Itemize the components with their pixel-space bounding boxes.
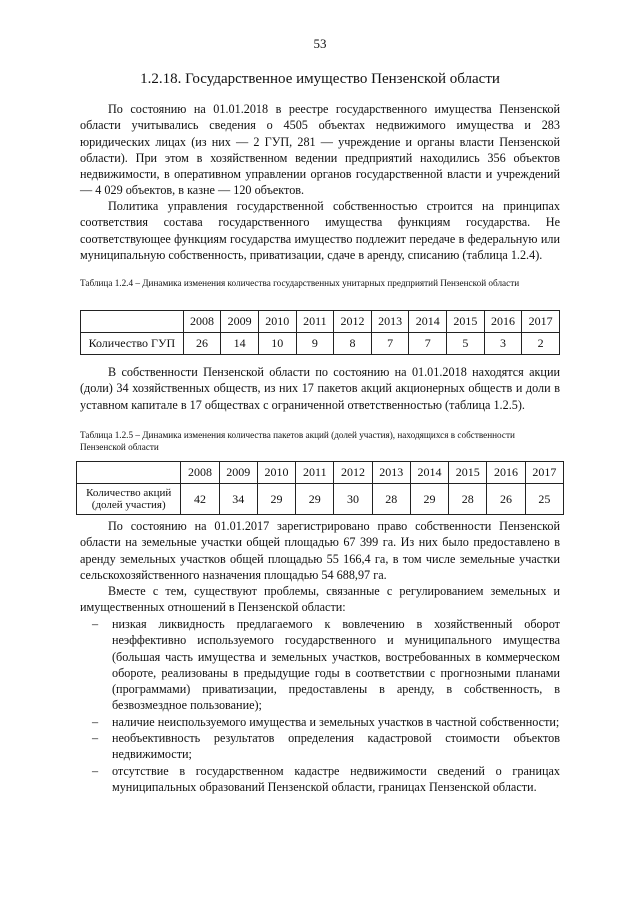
value-cell: 5 <box>447 333 485 355</box>
year-header-cell: 2017 <box>522 311 560 333</box>
table-1-caption: Таблица 1.2.4 – Динамика изменения количества государственных унитарных предприятий Пензенской области <box>80 278 520 288</box>
paragraph-policy: Политика управления государственной собственностью строится на принципах соответствия состава государственного имущества функциям государства. Не соответствующее функциям государства имущество подлежит передаче в федеральную или муниципальную собственность, приватизации, сдаче в аренду, списанию (таблица 1.2.4). <box>80 199 560 262</box>
year-header-cell: 2017 <box>525 462 563 484</box>
year-header-cell: 2016 <box>484 311 522 333</box>
section-heading: 1.2.18. Государственное имущество Пензенской области <box>140 71 500 87</box>
value-cell: 9 <box>296 333 334 355</box>
list-item <box>80 616 560 714</box>
year-header-cell: 2009 <box>221 311 259 333</box>
value-cell: 29 <box>410 484 448 515</box>
year-header-cell: 2012 <box>334 311 372 333</box>
value-cell: 29 <box>257 484 295 515</box>
bullet-dash: – <box>92 763 99 778</box>
value-cell: 10 <box>258 333 296 355</box>
list-item-text: необъективность результатов определения кадастровой стоимости объектов недвижимости; <box>112 731 560 762</box>
paragraph-shares: В собственности Пензенской области по состоянию на 01.01.2018 находятся акции (доли) 34 хозяйственных обществ, из них 17 пакетов акций акционерных обществ и доли в уставном капитале в 17 обществах с ограниченной ответственностью (таблица 1.2.5). <box>80 365 560 412</box>
gup-table <box>80 310 560 355</box>
year-header-cell: 2008 <box>183 311 221 333</box>
value-cell: 42 <box>181 484 219 515</box>
table-corner-cell <box>77 462 181 484</box>
year-header-cell: 2016 <box>487 462 525 484</box>
problems-list <box>80 616 560 795</box>
row-label <box>77 484 181 515</box>
list-item <box>80 763 560 796</box>
year-header-cell: 2011 <box>296 462 334 484</box>
list-item <box>80 730 560 763</box>
value-cell: 7 <box>371 333 409 355</box>
value-cell: 28 <box>372 484 410 515</box>
year-header-cell: 2013 <box>371 311 409 333</box>
value-cell: 29 <box>296 484 334 515</box>
value-cell: 26 <box>183 333 221 355</box>
paragraph-registry: По состоянию на 01.01.2018 в реестре государственного имущества Пензенской области учитывались сведения о 4505 объектах недвижимого имущества и 283 юридических лицах (из них — 2 ГУП, 281 — учреждение и органы власти Пензенской области). При этом в хозяйственном ведении предприятий находились 356 объектов недвижимости, в оперативном управлении органов государственной власти и учреждений — 4 029 объектов, в казне — 120 объектов. <box>80 102 560 198</box>
value-cell: 28 <box>449 484 487 515</box>
table-corner-cell <box>81 311 184 333</box>
value-cell: 3 <box>484 333 522 355</box>
year-header-cell: 2015 <box>449 462 487 484</box>
paragraph-land: По состоянию на 01.01.2017 зарегистрировано право собственности Пензенской области на земельные участки общей площадью 67 399 га. Из них было предоставлено в аренду земельных участков общей площадью 55 166,4 га, в том числе земельные участки сельскохозяйственного назначения площадью 54 688,97 га. <box>80 519 560 582</box>
value-cell: 7 <box>409 333 447 355</box>
table-2-caption: Таблица 1.2.5 – Динамика изменения количества пакетов акций (долей участия), находящихся в собственности Пензенской области <box>80 430 515 452</box>
list-item-text: отсутствие в государственном кадастре недвижимости сведений о границах муниципальных образований Пензенской области, границах Пензенской области. <box>112 763 560 794</box>
year-header-cell: 2014 <box>409 311 447 333</box>
value-cell: 2 <box>522 333 560 355</box>
bullet-dash: – <box>92 731 99 746</box>
page-number: 53 <box>313 36 327 51</box>
row-label: Количество ГУП <box>81 333 184 355</box>
list-item-text: низкая ликвидность предлагаемого к вовлечению в хозяйственный оборот неэффективно используемого государственного и муниципального имущества (большая часть имущества и земельных участков, востребованных в коммерческом обороте, реализованы в предыдущие годы в соответствии с прогнозными планами (программами) приватизации, предоставлены в аренду, в собственность, в безвозмездное пользование); <box>112 617 560 713</box>
value-cell: 26 <box>487 484 525 515</box>
table-header-row <box>81 311 560 333</box>
year-header-cell: 2015 <box>447 311 485 333</box>
year-header-cell: 2011 <box>296 311 334 333</box>
value-cell: 8 <box>334 333 372 355</box>
list-item <box>80 714 560 730</box>
bullet-dash: – <box>92 617 99 631</box>
list-item-text: наличие неиспользуемого имущества и земельных участков в частной собственности; <box>112 714 560 729</box>
year-header-cell: 2013 <box>372 462 410 484</box>
year-header-cell: 2012 <box>334 462 372 484</box>
year-header-cell: 2008 <box>181 462 219 484</box>
shares-table <box>76 461 564 515</box>
year-header-cell: 2009 <box>219 462 257 484</box>
value-cell: 25 <box>525 484 563 515</box>
value-cell: 34 <box>219 484 257 515</box>
value-cell: 30 <box>334 484 372 515</box>
bullet-dash: – <box>92 714 99 729</box>
row-label-line-1: Количество акций <box>86 487 172 499</box>
year-header-cell: 2014 <box>410 462 448 484</box>
row-label-line-2: (долей участия) <box>91 499 166 511</box>
value-cell: 14 <box>221 333 259 355</box>
table-row <box>77 484 564 515</box>
table-header-row <box>77 462 564 484</box>
year-header-cell: 2010 <box>258 311 296 333</box>
table-row <box>81 333 560 355</box>
year-header-cell: 2010 <box>257 462 295 484</box>
paragraph-problems: Вместе с тем, существуют проблемы, связанные с регулированием земельных и имущественных отношений в Пензенской области: <box>80 584 560 615</box>
